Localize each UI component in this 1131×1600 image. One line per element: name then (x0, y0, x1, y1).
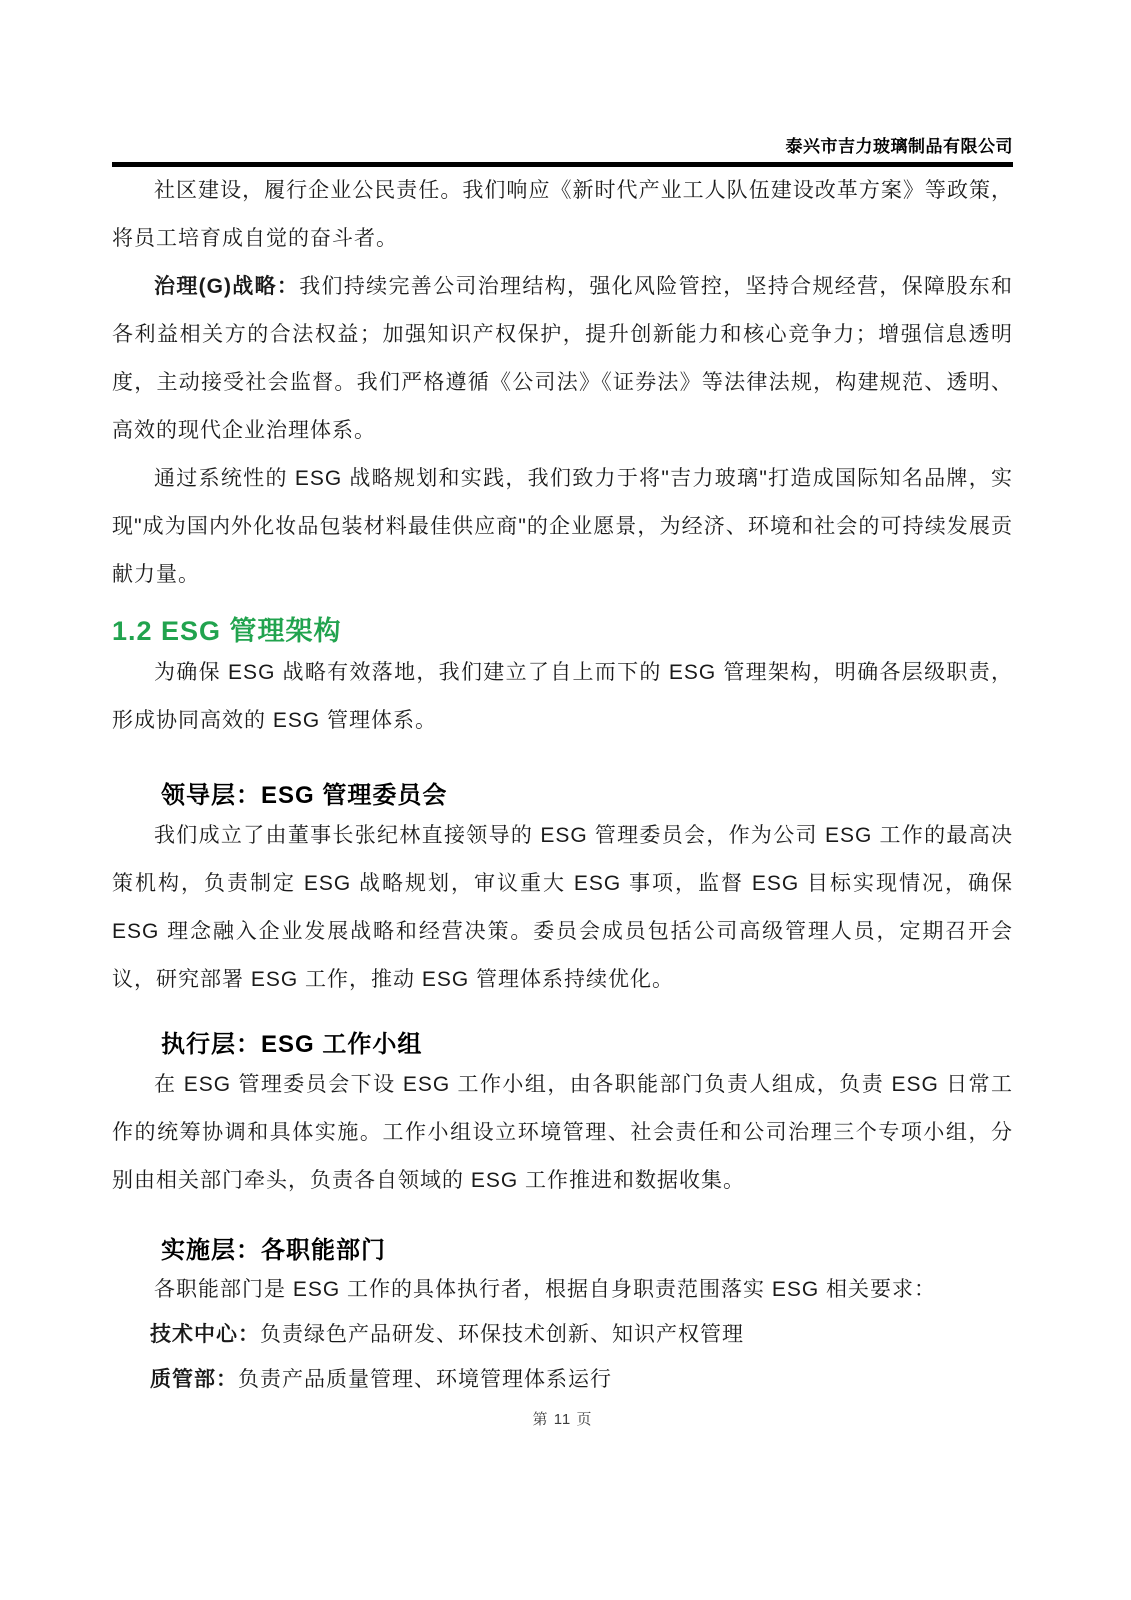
department-line-quality (112, 1357, 1013, 1402)
paragraph-vision: 通过系统性的 ESG 战略规划和实践，我们致力于将"吉力玻璃"打造成国际知名品牌，实现"成为国内外化妆品包装材料最佳供应商"的企业愿景，为经济、环境和社会的可持续发展贡献力量。 (112, 467, 1013, 586)
paragraph-esg-structure-intro: 为确保 ESG 战略有效落地，我们建立了自上而下的 ESG 管理架构，明确各层级职责，形成协同高效的 ESG 管理体系。 (112, 661, 1013, 732)
paragraph-working-group: 在 ESG 管理委员会下设 ESG 工作小组，由各职能部门负责人组成，负责 ESG 日常工作的统筹协调和具体实施。工作小组设立环境管理、社会责任和公司治理三个专项小组，分别由相关部门牵头，负责各自领域的 ESG 工作推进和数据收集。 (112, 1073, 1013, 1192)
department-quality-label: 质管部： (150, 1368, 238, 1391)
paragraph-community-responsibility: 社区建设，履行企业公民责任。我们响应《新时代产业工人队伍建设改革方案》等政策，将员工培育成自觉的奋斗者。 (112, 179, 1013, 250)
department-tech-center-duty: 负责绿色产品研发、环保技术创新、知识产权管理 (260, 1323, 744, 1346)
governance-strategy-label: 治理(G)战略： (154, 275, 300, 298)
page-number: 第 11 页 (532, 1411, 593, 1428)
department-quality-duty: 负责产品质量管理、环境管理体系运行 (238, 1368, 612, 1391)
company-name: 泰兴市吉力玻璃制品有限公司 (785, 137, 1013, 156)
page-header (112, 136, 1013, 167)
page-body (112, 167, 1013, 1402)
paragraph-implementation-intro: 各职能部门是 ESG 工作的具体执行者，根据自身职责范围落实 ESG 相关要求： (154, 1278, 937, 1301)
subsection-heading-leadership: 领导层：ESG 管理委员会 (161, 782, 448, 809)
paragraph-leadership-committee: 我们成立了由董事长张纪林直接领导的 ESG 管理委员会，作为公司 ESG 工作的最高决策机构，负责制定 ESG 战略规划，审议重大 ESG 事项，监督 ESG 目标实现情况，确保 ESG 理念融入企业发展战略和经营决策。委员会成员包括公司高级管理人员，定期召开会议，研究部署 ESG 工作，推动 ESG 管理体系持续优化。 (112, 824, 1013, 991)
page-footer (112, 1410, 1013, 1430)
governance-strategy-text: 我们持续完善公司治理结构，强化风险管控，坚持合规经营，保障股东和各利益相关方的合法权益；加强知识产权保护，提升创新能力和核心竞争力；增强信息透明度，主动接受社会监督。我们严格遵循《公司法》《证券法》等法律法规，构建规范、透明、高效的现代企业治理体系。 (112, 275, 1013, 442)
section-heading-esg-structure: 1.2 ESG 管理架构 (112, 616, 342, 646)
subsection-heading-implementation: 实施层：各职能部门 (161, 1237, 386, 1264)
department-tech-center-label: 技术中心： (150, 1323, 260, 1346)
subsection-heading-execution: 执行层：ESG 工作小组 (161, 1031, 423, 1058)
paragraph-governance-strategy (112, 263, 1013, 455)
department-line-tech-center (112, 1312, 1013, 1357)
